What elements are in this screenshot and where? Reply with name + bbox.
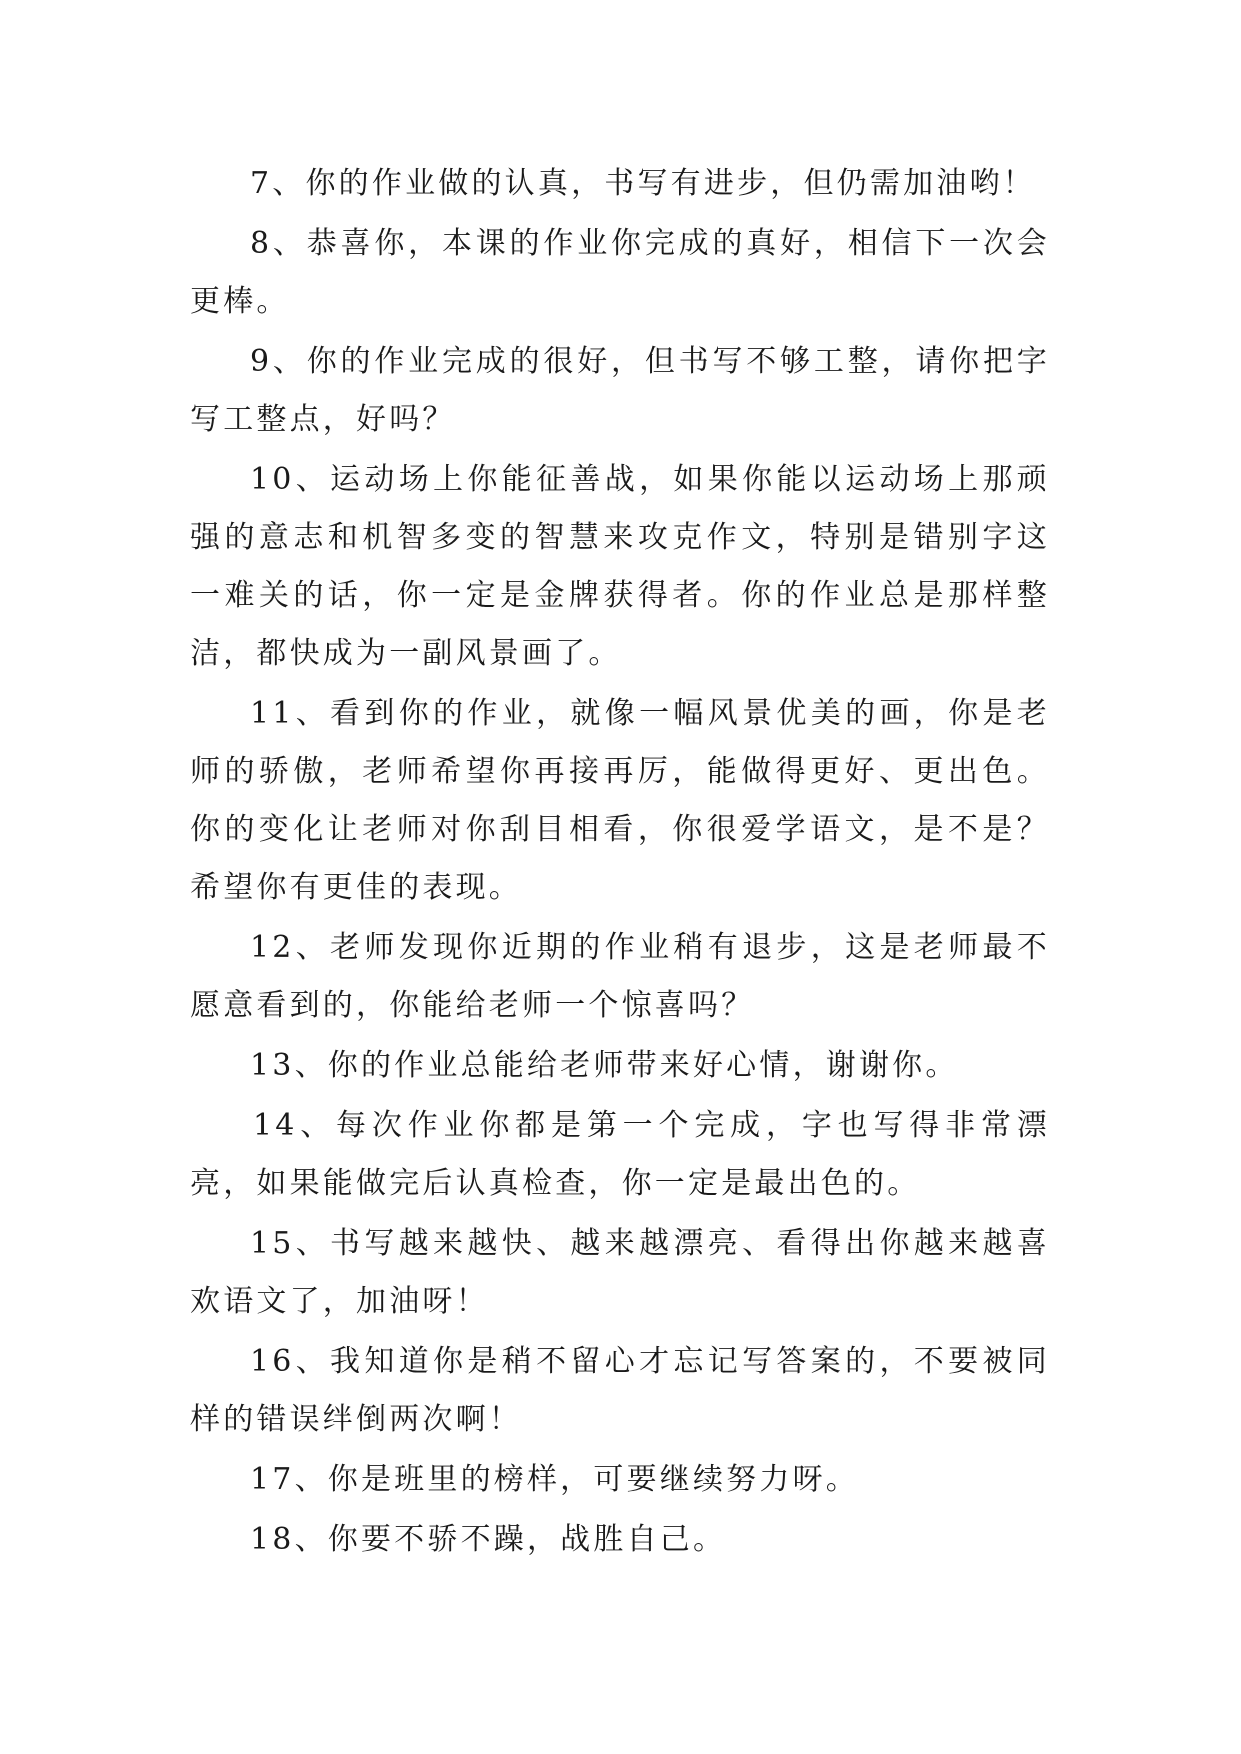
paragraph-13: 13、你的作业总能给老师带来好心情，谢谢你。 bbox=[250, 1048, 959, 1083]
paragraph-11: 11、看到你的作业，就像一幅风景优美的画，你是老师的骄傲，老师希望你再接再厉，能做得更好、更出色。 你的变化让老师对你刮目相看，你很爱学语文，是不是？希望你有更佳的表现。 bbox=[190, 696, 1050, 905]
paragraph-14: 14、每次作业你都是第一个完成，字也写得非常漂亮，如果能做完后认真检查，你一定是最出色的。 bbox=[190, 1108, 1050, 1201]
paragraph-16: 16、我知道你是稍不留心才忘记写答案的，不要被同样的错误绊倒两次啊！ bbox=[190, 1344, 1050, 1437]
paragraph-8: 8、恭喜你，本课的作业你完成的真好，相信下一次会更棒。 bbox=[190, 226, 1050, 319]
paragraph-15: 15、书写越来越快、越来越漂亮、看得出你越来越喜欢语文了，加油呀！ bbox=[190, 1226, 1050, 1319]
paragraph-9: 9、你的作业完成的很好，但书写不够工整，请你把字写工整点，好吗？ bbox=[190, 344, 1050, 437]
document-body bbox=[190, 155, 1050, 1571]
paragraph-18: 18、你要不骄不躁，战胜自己。 bbox=[250, 1522, 727, 1557]
paragraph-10: 10、运动场上你能征善战，如果你能以运动场上那顽强的意志和机智多变的智慧来攻克作文，特别是错别字这一难关的话，你一定是金牌获得者。你的作业总是那样整洁，都快成为一副风景画了。 bbox=[190, 462, 1050, 671]
paragraph-12: 12、老师发现你近期的作业稍有退步，这是老师最不愿意看到的，你能给老师一个惊喜吗？ bbox=[190, 930, 1050, 1023]
paragraph-7: 7、你的作业做的认真，书写有进步，但仍需加油哟！ bbox=[250, 166, 1036, 201]
paragraph-17: 17、你是班里的榜样，可要继续努力呀。 bbox=[250, 1462, 859, 1497]
